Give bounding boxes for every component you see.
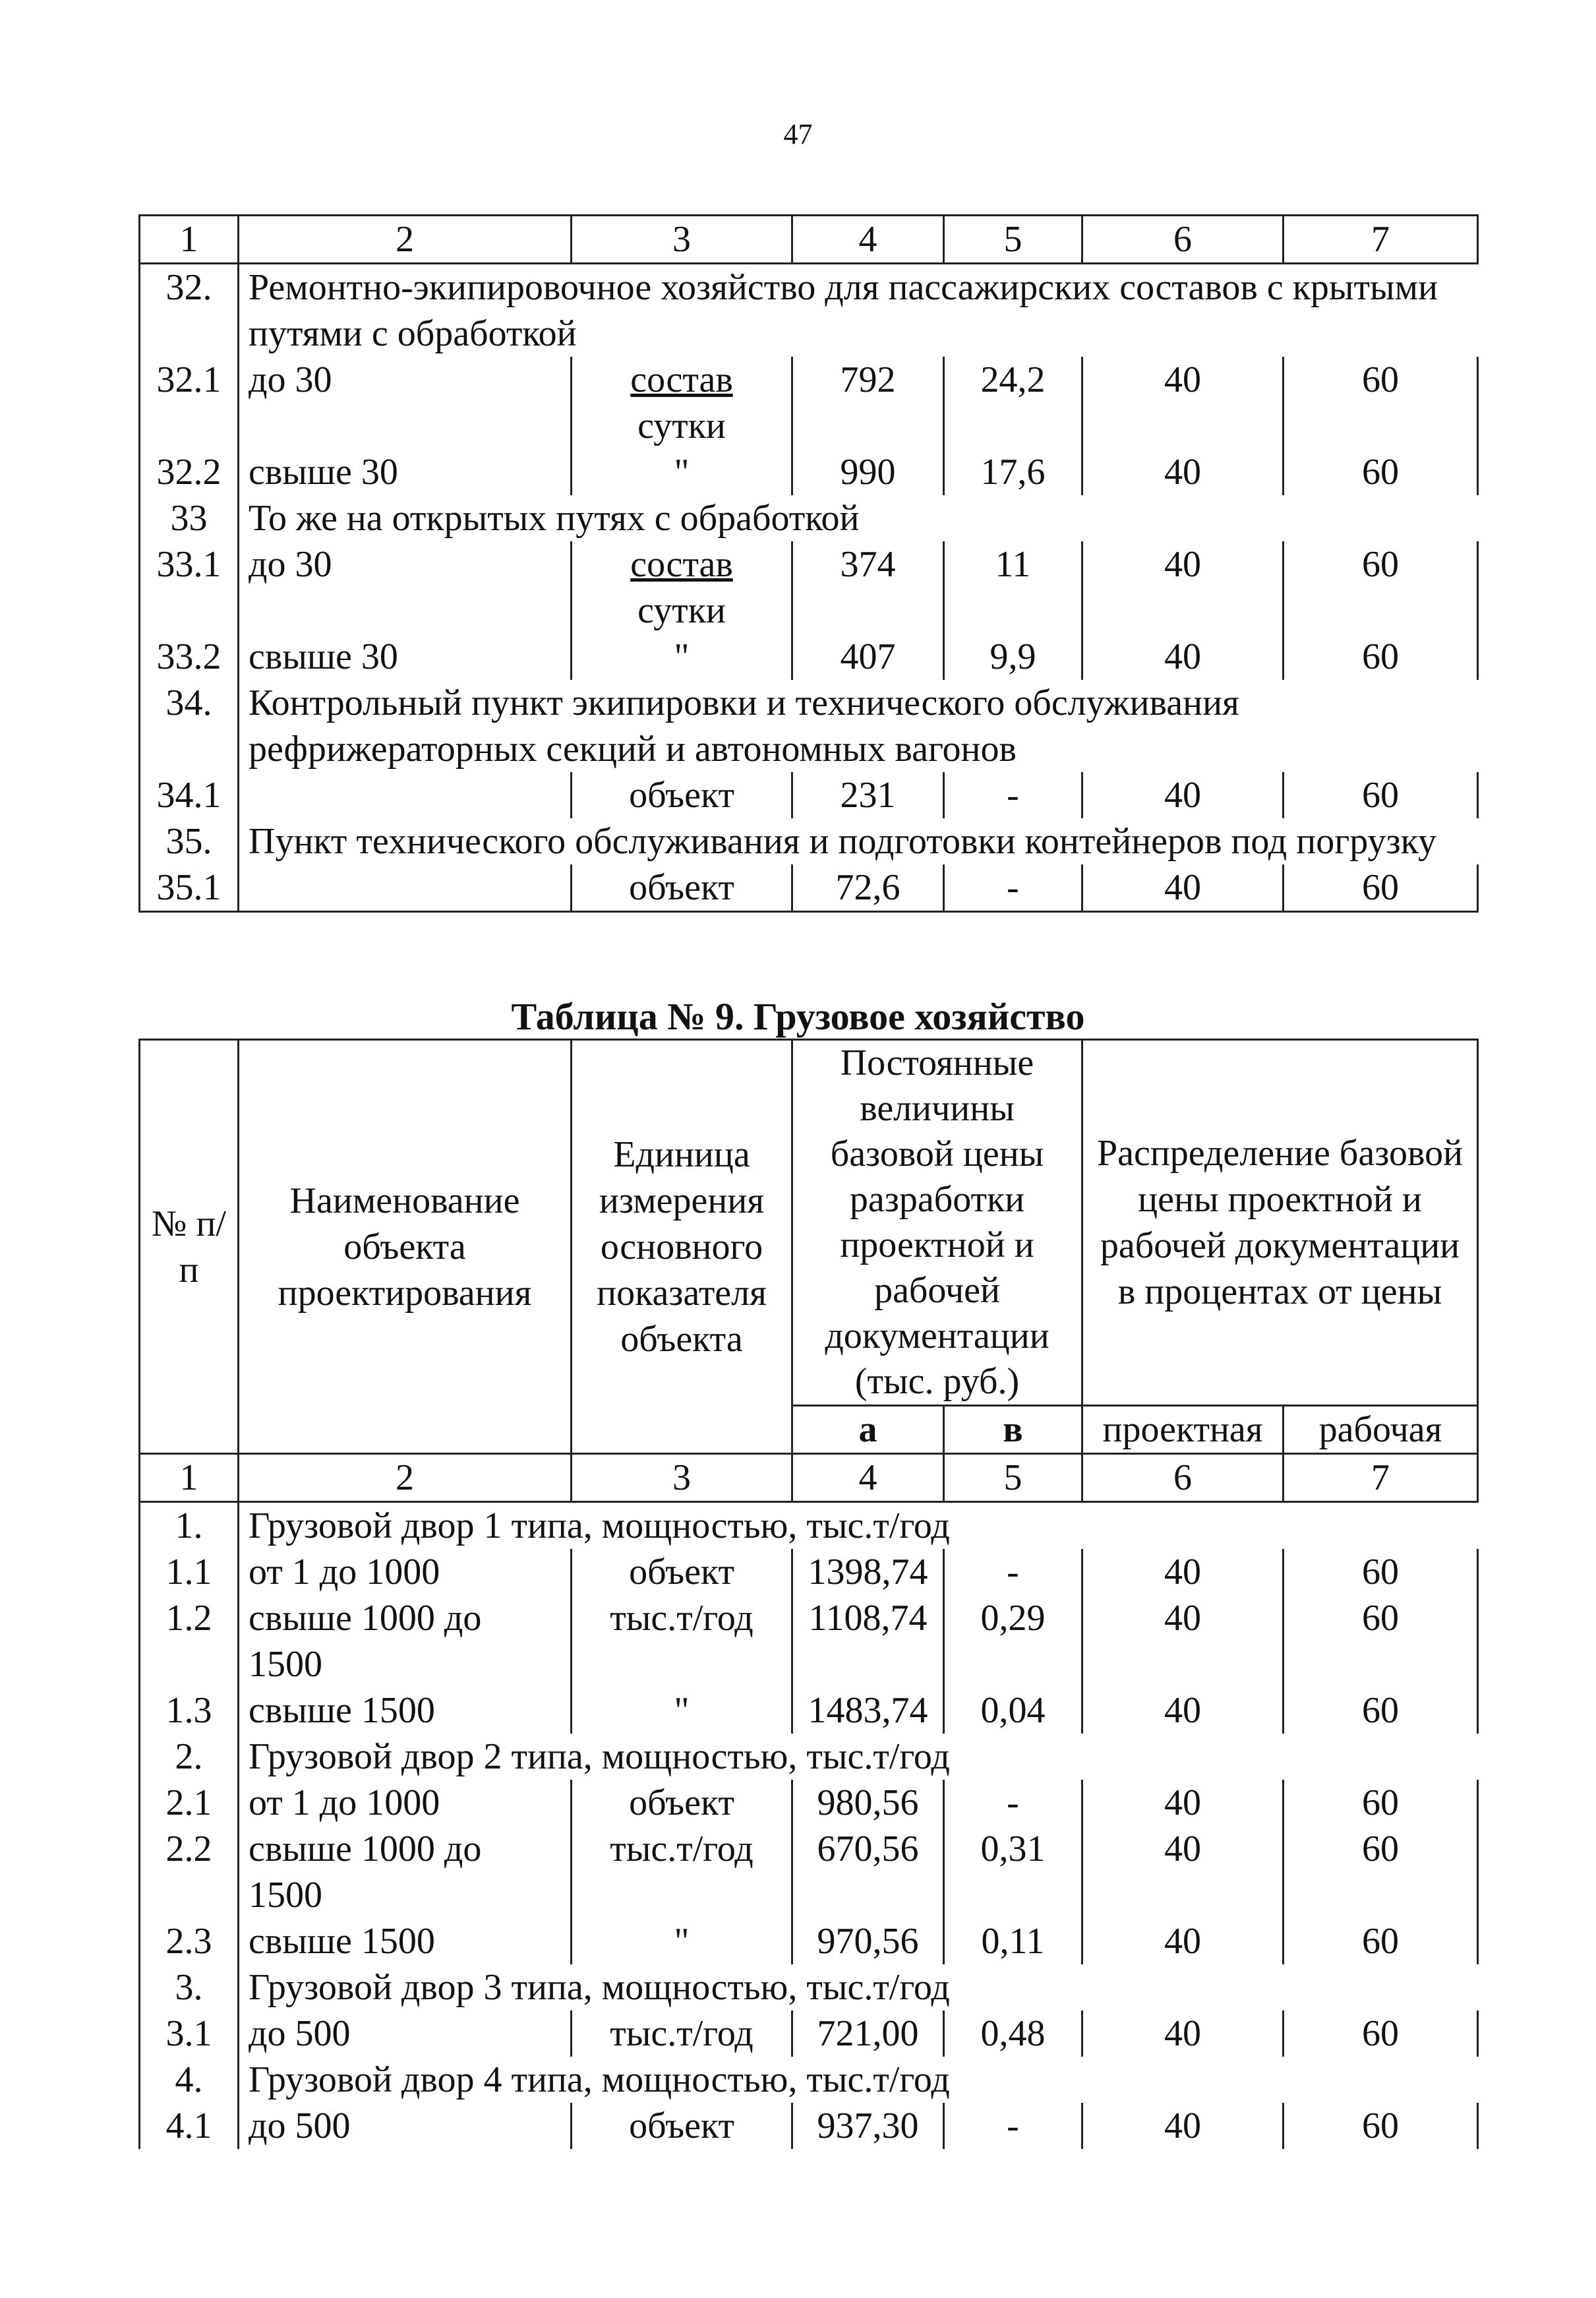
page-number: 47	[783, 118, 813, 150]
unit-cell: объект	[572, 772, 792, 818]
table-row	[140, 1734, 1478, 1780]
header-unit: Единица измерения основного показателя объекта	[572, 1040, 792, 1454]
percent-work: 60	[1284, 864, 1478, 912]
row-number: 33.1	[140, 541, 239, 634]
table-row	[140, 264, 1478, 357]
header-a: а	[792, 1406, 944, 1454]
object-name: до 500	[239, 2011, 572, 2057]
object-name: до 30	[239, 357, 572, 449]
object-name: от 1 до 1000	[239, 1780, 572, 1826]
table-row	[140, 1502, 1478, 1550]
object-name: свыше 1500	[239, 1687, 572, 1734]
table-row	[140, 818, 1478, 864]
percent-project: 40	[1082, 772, 1284, 818]
object-name	[239, 864, 572, 912]
value-b: -	[944, 1780, 1082, 1826]
column-number: 1	[140, 1454, 239, 1502]
unit-cell	[572, 357, 792, 449]
unit-cell: объект	[572, 1549, 792, 1595]
continued-table	[138, 214, 1479, 913]
table-row	[140, 2057, 1478, 2103]
column-number: 3	[572, 216, 792, 264]
column-number: 5	[944, 216, 1082, 264]
object-name	[239, 772, 572, 818]
header-work: рабочая	[1284, 1406, 1478, 1454]
percent-project: 40	[1082, 1595, 1284, 1687]
value-b: -	[944, 864, 1082, 912]
table-row	[140, 680, 1478, 772]
percent-work: 60	[1284, 772, 1478, 818]
group-title: Грузовой двор 2 типа, мощностью, тыс.т/год	[239, 1734, 1478, 1780]
row-number: 35.	[140, 818, 239, 864]
object-name: свыше 1000 до 1500	[239, 1826, 572, 1918]
table-row	[140, 1595, 1478, 1687]
unit-cell: объект	[572, 864, 792, 912]
percent-work: 60	[1284, 634, 1478, 680]
group-title: Ремонтно-экипировочное хозяйство для пассажирских составов с крытыми путями с обработкой	[239, 264, 1478, 357]
percent-work: 60	[1284, 449, 1478, 495]
value-b: 0,29	[944, 1595, 1082, 1687]
percent-project: 40	[1082, 1780, 1284, 1826]
table-row	[140, 1964, 1478, 2011]
row-number: 3.1	[140, 2011, 239, 2057]
value-b: -	[944, 2103, 1082, 2149]
percent-project: 40	[1082, 1918, 1284, 1964]
table-row	[140, 634, 1478, 680]
row-number: 32.	[140, 264, 239, 357]
group-title: Грузовой двор 1 типа, мощностью, тыс.т/год	[239, 1502, 1478, 1550]
continued-table-body	[140, 216, 1478, 912]
header-name: Наименование объекта проектирования	[239, 1040, 572, 1454]
row-number: 1.3	[140, 1687, 239, 1734]
column-number: 2	[239, 1454, 572, 1502]
column-number: 6	[1082, 1454, 1284, 1502]
row-number: 2.3	[140, 1918, 239, 1964]
value-b: 17,6	[944, 449, 1082, 495]
row-number: 33.2	[140, 634, 239, 680]
value-b: 11	[944, 541, 1082, 634]
percent-work: 60	[1284, 1826, 1478, 1918]
value-a: 670,56	[792, 1826, 944, 1918]
unit-cell: объект	[572, 2103, 792, 2149]
unit-top: состав	[630, 544, 733, 585]
percent-project: 40	[1082, 1549, 1284, 1595]
group-title: Пункт технического обслуживания и подготовки контейнеров под погрузку	[239, 818, 1478, 864]
object-name: свыше 1500	[239, 1918, 572, 1964]
column-number: 3	[572, 1454, 792, 1502]
table-9-body	[140, 1454, 1478, 2150]
percent-work: 60	[1284, 1918, 1478, 1964]
value-a: 1398,74	[792, 1549, 944, 1595]
object-name: свыше 30	[239, 634, 572, 680]
value-a: 374	[792, 541, 944, 634]
group-title: Грузовой двор 3 типа, мощностью, тыс.т/год	[239, 1964, 1478, 2011]
column-number: 2	[239, 216, 572, 264]
header-num: № п/п	[140, 1040, 239, 1454]
table-9	[138, 1039, 1479, 2149]
header-b: в	[944, 1406, 1082, 1454]
row-number: 35.1	[140, 864, 239, 912]
column-number-row	[140, 1454, 1478, 1502]
value-a: 980,56	[792, 1780, 944, 1826]
object-name: до 30	[239, 541, 572, 634]
row-number: 34.1	[140, 772, 239, 818]
value-a: 970,56	[792, 1918, 944, 1964]
percent-project: 40	[1082, 357, 1284, 449]
value-a: 231	[792, 772, 944, 818]
row-number: 2.	[140, 1734, 239, 1780]
table-caption: Таблица № 9. Грузовое хозяйство	[511, 995, 1085, 1038]
row-number: 32.2	[140, 449, 239, 495]
value-a: 721,00	[792, 2011, 944, 2057]
column-number: 7	[1284, 1454, 1478, 1502]
header-proj: проектная	[1082, 1406, 1284, 1454]
table-row	[140, 2103, 1478, 2149]
unit-bottom: сутки	[637, 406, 726, 446]
table-row	[140, 1780, 1478, 1826]
unit-cell: "	[572, 1918, 792, 1964]
table-row	[140, 357, 1478, 449]
group-title: Контрольный пункт экипировки и технического обслуживания рефрижераторных секций и автономных вагонов	[239, 680, 1478, 772]
percent-work: 60	[1284, 2011, 1478, 2057]
unit-cell: тыс.т/год	[572, 1826, 792, 1918]
unit-cell: "	[572, 449, 792, 495]
row-number: 34.	[140, 680, 239, 772]
group-title: Грузовой двор 4 типа, мощностью, тыс.т/год	[239, 2057, 1478, 2103]
value-a: 1483,74	[792, 1687, 944, 1734]
value-b: -	[944, 1549, 1082, 1595]
unit-cell: тыс.т/год	[572, 2011, 792, 2057]
row-number: 2.1	[140, 1780, 239, 1826]
value-a: 990	[792, 449, 944, 495]
value-a: 72,6	[792, 864, 944, 912]
percent-work: 60	[1284, 1780, 1478, 1826]
percent-project: 40	[1082, 449, 1284, 495]
unit-bottom: сутки	[637, 590, 726, 631]
row-number: 4.1	[140, 2103, 239, 2149]
percent-project: 40	[1082, 634, 1284, 680]
unit-cell: "	[572, 1687, 792, 1734]
row-number: 1.2	[140, 1595, 239, 1687]
row-number: 33	[140, 495, 239, 541]
percent-work: 60	[1284, 1687, 1478, 1734]
percent-work: 60	[1284, 357, 1478, 449]
value-a: 937,30	[792, 2103, 944, 2149]
table-row	[140, 449, 1478, 495]
column-number: 4	[792, 216, 944, 264]
table-row	[140, 1826, 1478, 1918]
column-number: 4	[792, 1454, 944, 1502]
header-dist: Распределение базовой цены проектной и рабочей документации в процентах от цены	[1082, 1040, 1478, 1406]
percent-work: 60	[1284, 2103, 1478, 2149]
unit-cell	[572, 541, 792, 634]
row-number: 1.1	[140, 1549, 239, 1595]
unit-top: состав	[630, 359, 733, 400]
percent-project: 40	[1082, 541, 1284, 634]
column-number: 1	[140, 216, 239, 264]
row-number: 2.2	[140, 1826, 239, 1918]
value-b: 24,2	[944, 357, 1082, 449]
value-a: 407	[792, 634, 944, 680]
percent-work: 60	[1284, 541, 1478, 634]
percent-project: 40	[1082, 1826, 1284, 1918]
table-row	[140, 1918, 1478, 1964]
value-a: 792	[792, 357, 944, 449]
table-row	[140, 541, 1478, 634]
object-name: свыше 1000 до 1500	[239, 1595, 572, 1687]
value-b: 0,48	[944, 2011, 1082, 2057]
table-row	[140, 2011, 1478, 2057]
table-row	[140, 495, 1478, 541]
percent-project: 40	[1082, 2103, 1284, 2149]
percent-project: 40	[1082, 2011, 1284, 2057]
percent-project: 40	[1082, 1687, 1284, 1734]
row-number: 32.1	[140, 357, 239, 449]
header-const: Постоянные величины базовой цены разработки проектной и рабочей документации (тыс. руб.)	[792, 1040, 1082, 1406]
value-a: 1108,74	[792, 1595, 944, 1687]
percent-project: 40	[1082, 864, 1284, 912]
value-b: 9,9	[944, 634, 1082, 680]
value-b: 0,04	[944, 1687, 1082, 1734]
percent-work: 60	[1284, 1549, 1478, 1595]
object-name: от 1 до 1000	[239, 1549, 572, 1595]
unit-cell: тыс.т/год	[572, 1595, 792, 1687]
column-number: 5	[944, 1454, 1082, 1502]
row-number: 3.	[140, 1964, 239, 2011]
object-name: до 500	[239, 2103, 572, 2149]
value-b: 0,11	[944, 1918, 1082, 1964]
table-row	[140, 864, 1478, 912]
group-title: То же на открытых путях с обработкой	[239, 495, 1478, 541]
column-number: 6	[1082, 216, 1284, 264]
object-name: свыше 30	[239, 449, 572, 495]
column-number: 7	[1284, 216, 1478, 264]
table-row	[140, 1687, 1478, 1734]
row-number: 1.	[140, 1502, 239, 1550]
unit-cell: "	[572, 634, 792, 680]
unit-cell: объект	[572, 1780, 792, 1826]
percent-work: 60	[1284, 1595, 1478, 1687]
table-row	[140, 1549, 1478, 1595]
row-number: 4.	[140, 2057, 239, 2103]
column-number-row	[140, 216, 1478, 264]
table-row	[140, 772, 1478, 818]
value-b: 0,31	[944, 1826, 1082, 1918]
value-b: -	[944, 772, 1082, 818]
